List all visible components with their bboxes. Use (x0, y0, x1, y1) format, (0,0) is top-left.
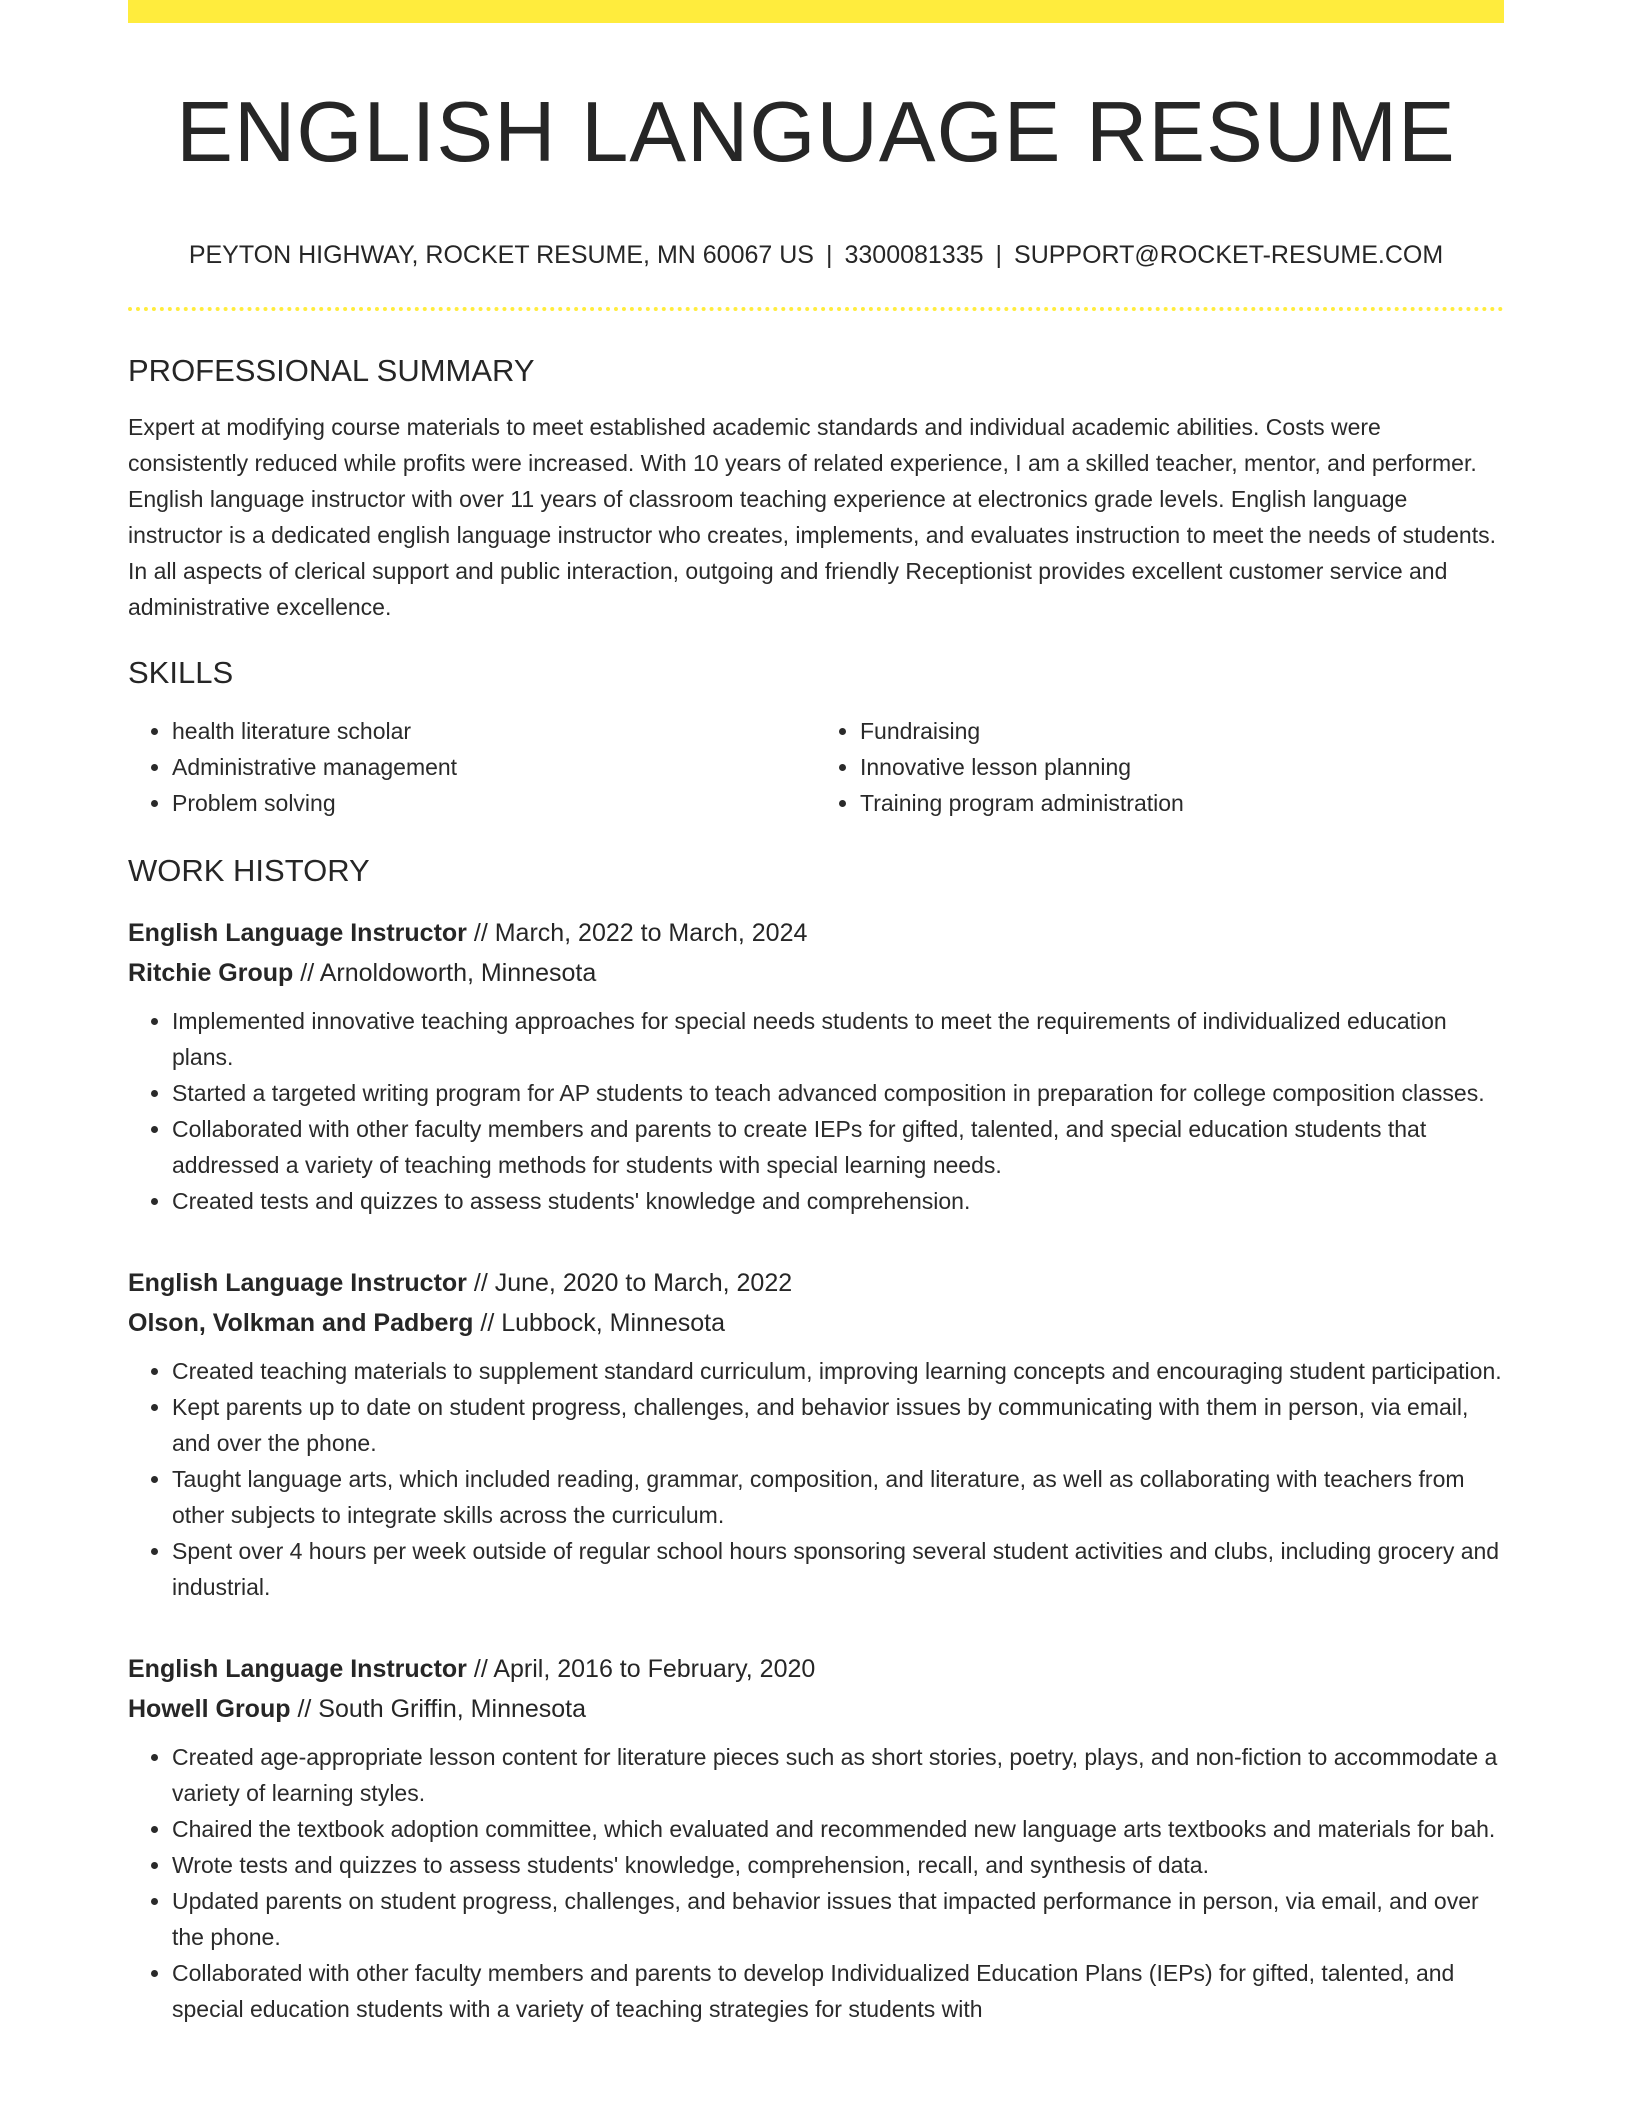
skill-item: • Training program administration (860, 785, 1504, 821)
skill-item: • Fundraising (860, 713, 1504, 749)
job-bullet: • Updated parents on student progress, challenges, and behavior issues that impacted performance in person, via email, and over the phone. (172, 1883, 1504, 1955)
contact-address: PEYTON HIGHWAY, ROCKET RESUME, MN 60067 US (188, 241, 814, 269)
job-location: // South Griffin, Minnesota (297, 1695, 587, 1723)
job-bullets (128, 1739, 1504, 2027)
resume-title: ENGLISH LANGUAGE RESUME (176, 85, 1456, 180)
job-bullet: • Collaborated with other faculty members and parents to create IEPs for gifted, talented, and special education students that addressed a variety of teaching methods for students with special learning needs. (172, 1111, 1504, 1183)
skills-column-left (128, 713, 816, 821)
job-title-line (128, 1263, 1504, 1303)
job-title: English Language Instructor (128, 1269, 467, 1297)
job-entry (128, 1649, 1504, 2027)
job-company-line (128, 953, 1504, 993)
job-bullet: • Kept parents up to date on student progress, challenges, and behavior issues by communicating with them in person, via email, and over the phone. (172, 1389, 1504, 1461)
job-company-line (128, 1689, 1504, 1729)
skill-item: • health literature scholar (172, 713, 816, 749)
job-company: Ritchie Group (128, 959, 294, 987)
skill-item: • Problem solving (172, 785, 816, 821)
job-bullets (128, 1003, 1504, 1219)
dotted-divider (128, 307, 1504, 311)
job-company: Howell Group (128, 1695, 291, 1723)
work-history-heading: WORK HISTORY (128, 853, 370, 888)
job-title-line (128, 1649, 1504, 1689)
job-bullet: • Created teaching materials to supplement standard curriculum, improving learning concepts and encouraging student participation. (172, 1353, 1504, 1389)
skill-item: • Innovative lesson planning (860, 749, 1504, 785)
job-bullet: • Taught language arts, which included reading, grammar, composition, and literature, as well as collaborating with teachers from other subjects to integrate skills across the curriculum. (172, 1461, 1504, 1533)
summary-heading: PROFESSIONAL SUMMARY (128, 353, 535, 388)
top-accent-bar (128, 0, 1504, 23)
job-dates: // April, 2016 to February, 2020 (473, 1655, 816, 1683)
contact-line (128, 239, 1504, 271)
contact-phone: 3300081335 (844, 241, 984, 269)
skills-list (128, 713, 1504, 821)
contact-separator: | (825, 241, 833, 269)
job-bullet: • Wrote tests and quizzes to assess students' knowledge, comprehension, recall, and synthesis of data. (172, 1847, 1504, 1883)
job-dates: // June, 2020 to March, 2022 (473, 1269, 793, 1297)
job-title-line (128, 913, 1504, 953)
job-company-line (128, 1303, 1504, 1343)
contact-email: SUPPORT@ROCKET-RESUME.COM (1014, 241, 1444, 269)
skills-heading: SKILLS (128, 655, 234, 690)
job-bullet: • Chaired the textbook adoption committee, which evaluated and recommended new language arts textbooks and materials for bah. (172, 1811, 1504, 1847)
job-bullet: • Collaborated with other faculty members and parents to develop Individualized Education Plans (IEPs) for gifted, talented, and special education students with a variety of teaching strategies for students with (172, 1955, 1504, 2027)
job-company: Olson, Volkman and Padberg (128, 1309, 474, 1337)
resume-page (128, 0, 1504, 2027)
job-title: English Language Instructor (128, 919, 467, 947)
job-bullet: • Implemented innovative teaching approaches for special needs students to meet the requirements of individualized education plans. (172, 1003, 1504, 1075)
job-bullet: • Started a targeted writing program for AP students to teach advanced composition in preparation for college composition classes. (172, 1075, 1504, 1111)
job-location: // Arnoldoworth, Minnesota (300, 959, 597, 987)
job-entry (128, 913, 1504, 1219)
job-title: English Language Instructor (128, 1655, 467, 1683)
skills-column-right (816, 713, 1504, 821)
summary-text: Expert at modifying course materials to meet established academic standards and individual academic abilities. Costs were consistently reduced while profits were increased. With 10 years of related experience, I am a skilled teacher, mentor, and performer. English language instructor with over 11 years of classroom teaching experience at electronics grade levels. English language instructor is a dedicated english language instructor who creates, implements, and evaluates instruction to meet the needs of students. In all aspects of clerical support and public interaction, outgoing and friendly Receptionist provides excellent customer service and administrative excellence. (128, 414, 1496, 620)
job-bullet: • Spent over 4 hours per week outside of regular school hours sponsoring several student activities and clubs, including grocery and industrial. (172, 1533, 1504, 1605)
job-bullet: • Created age-appropriate lesson content for literature pieces such as short stories, poetry, plays, and non-fiction to accommodate a variety of learning styles. (172, 1739, 1504, 1811)
job-location: // Lubbock, Minnesota (480, 1309, 725, 1337)
contact-separator: | (995, 241, 1003, 269)
skill-item: • Administrative management (172, 749, 816, 785)
job-dates: // March, 2022 to March, 2024 (473, 919, 808, 947)
job-bullets (128, 1353, 1504, 1605)
job-bullet: • Created tests and quizzes to assess students' knowledge and comprehension. (172, 1183, 1504, 1219)
job-entry (128, 1263, 1504, 1605)
